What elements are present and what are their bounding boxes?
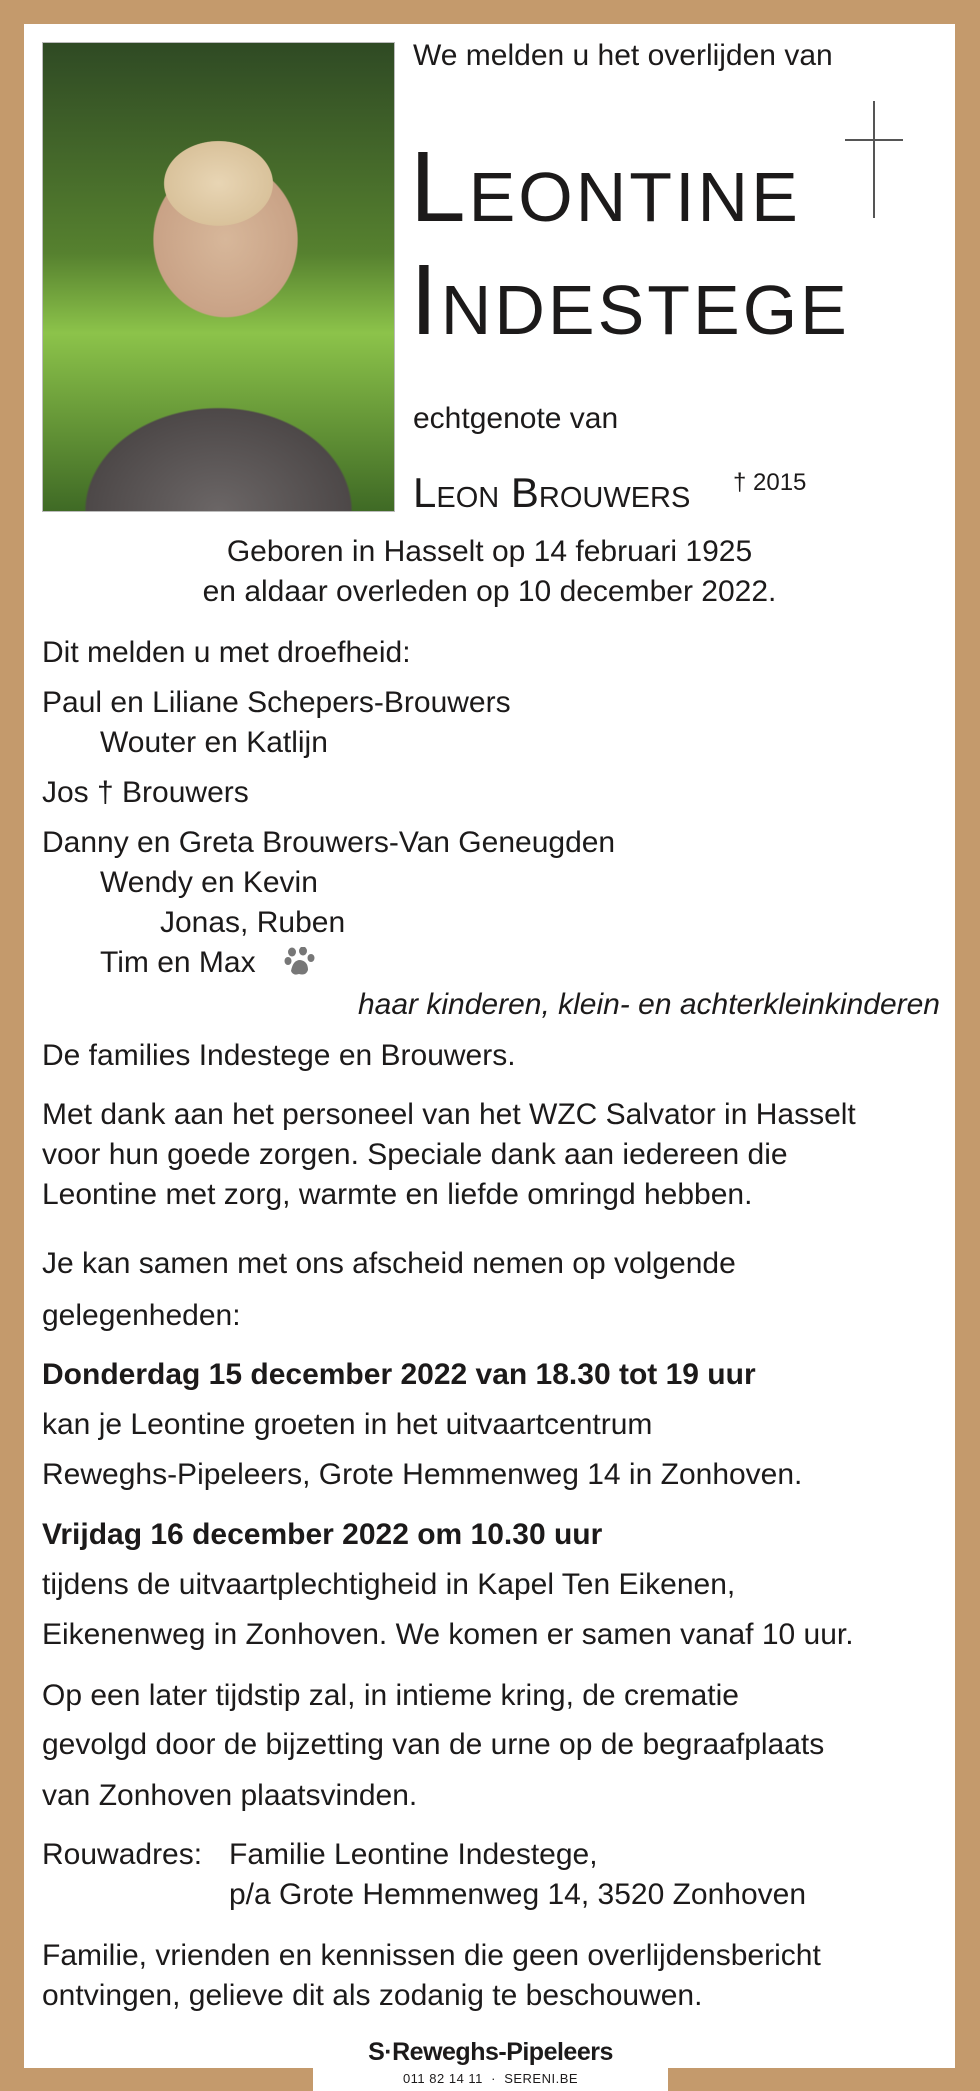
closing-line: ontvingen, gelieve dit als zodanig te beschouwen. — [42, 1979, 703, 2012]
families-text: De families Indestege en Brouwers. — [42, 1039, 516, 1072]
address-line-1: Familie Leontine Indestege, — [229, 1838, 598, 1871]
event1-title: Donderdag 15 december 2022 van 18.30 tot 19 uur — [42, 1358, 756, 1391]
first-name: Leontine — [410, 131, 801, 243]
family-line: Jonas, Ruben — [160, 906, 346, 939]
thanks-line: Leontine met zorg, warmte en liefde omringd hebben. — [42, 1178, 753, 1211]
relation-text: haar kinderen, klein- en achterkleinkinderen — [357, 988, 940, 1021]
family-line: Jos † Brouwers — [42, 776, 249, 809]
cremation-line: Op een later tijdstip zal, in intieme kring, de crematie — [42, 1679, 739, 1712]
cross-icon-bar — [845, 139, 903, 141]
funeral-home-contact: 011 82 14 11 · SERENI.BE — [402, 2071, 579, 2086]
event2-title: Vrijdag 16 december 2022 om 10.30 uur — [42, 1518, 603, 1551]
family-line: Wendy en Kevin — [100, 866, 318, 899]
birth-line-1: Geboren in Hasselt op 14 februari 1925 — [226, 535, 753, 568]
family-line: Wouter en Katlijn — [100, 726, 328, 759]
family-line: Paul en Liliane Schepers-Brouwers — [42, 686, 511, 719]
thanks-line: Met dank aan het personeel van het WZC Salvator in Hasselt — [42, 1098, 856, 1131]
spouse-intro: echtgenote van — [413, 402, 619, 435]
cremation-line: van Zonhoven plaatsvinden. — [42, 1779, 418, 1812]
address-line-2: p/a Grote Hemmenweg 14, 3520 Zonhoven — [229, 1878, 807, 1911]
closing-line: Familie, vrienden en kennissen die geen overlijdensbericht — [42, 1939, 821, 1972]
paw-icon — [283, 947, 315, 977]
portrait-photo — [42, 42, 395, 512]
birth-line-2: en aldaar overleden op 10 december 2022. — [202, 575, 777, 608]
funeral-home-logo: S·Reweghs-Pipeleers — [368, 2038, 613, 2066]
family-intro: Dit melden u met droefheid: — [42, 636, 411, 669]
spouse-death: † 2015 — [733, 469, 807, 496]
cross-icon — [873, 101, 875, 218]
event1-line: Reweghs-Pipeleers, Grote Hemmenweg 14 in Zonhoven. — [42, 1458, 803, 1491]
event1-line: kan je Leontine groeten in het uitvaartcentrum — [42, 1408, 653, 1441]
spouse-name: Leon Brouwers — [413, 469, 691, 516]
farewell-intro: gelegenheden: — [42, 1299, 241, 1332]
address-label: Rouwadres: — [42, 1838, 203, 1871]
thanks-line: voor hun goede zorgen. Speciale dank aan iedereen die — [42, 1138, 788, 1171]
family-line: Tim en Max — [100, 946, 256, 979]
farewell-intro: Je kan samen met ons afscheid nemen op volgende — [42, 1247, 736, 1280]
last-name: Indestege — [410, 244, 850, 356]
event2-line: tijdens de uitvaartplechtigheid in Kapel Ten Eikenen, — [42, 1568, 736, 1601]
event2-line: Eikenenweg in Zonhoven. We komen er samen vanaf 10 uur. — [42, 1618, 854, 1651]
family-line: Danny en Greta Brouwers-Van Geneugden — [42, 826, 616, 859]
cremation-line: gevolgd door de bijzetting van de urne op de begraafplaats — [42, 1728, 825, 1761]
intro-text: We melden u het overlijden van — [413, 39, 833, 72]
